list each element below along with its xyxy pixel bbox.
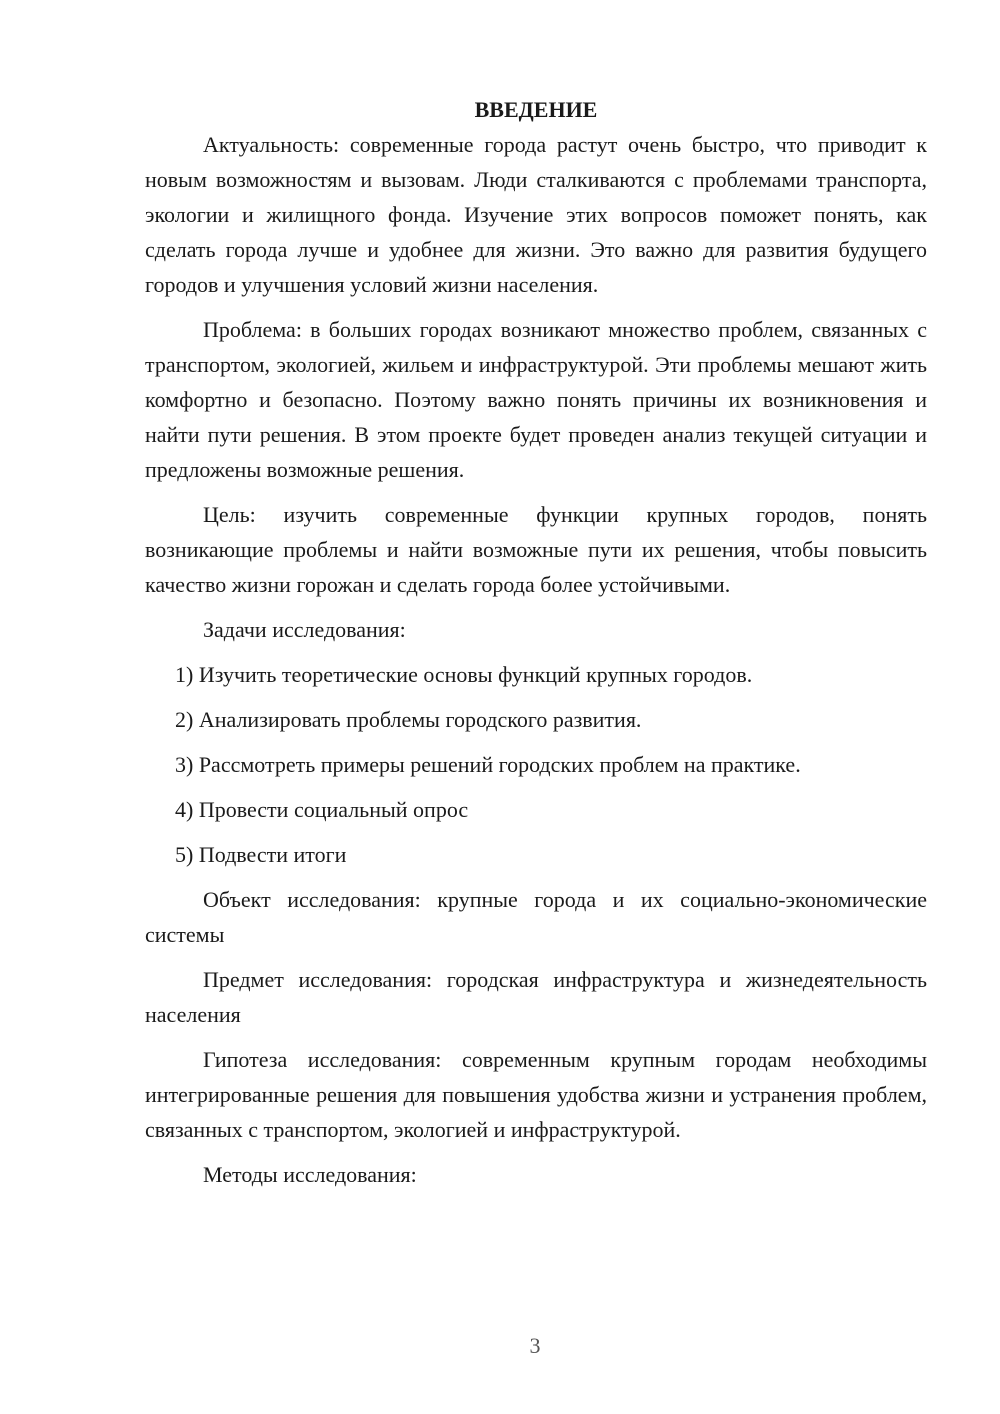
task-item-3: 3) Рассмотреть примеры решений городских проблем на практике. bbox=[175, 752, 801, 777]
task-item-1: 1) Изучить теоретические основы функций крупных городов. bbox=[175, 662, 753, 687]
section-title: ВВЕДЕНИЕ bbox=[474, 97, 598, 122]
paragraph-problem: Проблема: в больших городах возникают множество проблем, связанных с транспортом, экологией, жильем и инфраструктурой. Эти проблемы мешают жить комфортно и безопасно. Поэтому важно понять причины их возникновения и найти пути решения. В этом проекте будет проведен анализ текущей ситуации и предложены возможные решения. bbox=[145, 317, 927, 482]
task-item-2: 2) Анализировать проблемы городского развития. bbox=[175, 707, 642, 732]
tasks-heading: Задачи исследования: bbox=[203, 617, 406, 642]
paragraph-object: Объект исследования: крупные города и их социально-экономические системы bbox=[145, 887, 927, 947]
page-number: 3 bbox=[529, 1333, 541, 1358]
paragraph-subject: Предмет исследования: городская инфраструктура и жизнедеятельность населения bbox=[145, 967, 927, 1027]
task-item-4: 4) Провести социальный опрос bbox=[175, 797, 469, 822]
paragraph-relevance: Актуальность: современные города растут очень быстро, что приводит к новым возможностям и вызовам. Люди сталкиваются с проблемами транспорта, экологии и жилищного фонда. Изучение этих вопросов поможет понять, как сделать города лучше и удобнее для жизни. Это важно для развития будущего городов и улучшения условий жизни населения. bbox=[145, 132, 927, 297]
document-page bbox=[145, 92, 927, 1202]
paragraph-goal: Цель: изучить современные функции крупных городов, понять возникающие проблемы и найти возможные пути их решения, чтобы повысить качество жизни горожан и сделать города более устойчивыми. bbox=[145, 502, 927, 597]
methods-heading: Методы исследования: bbox=[203, 1162, 417, 1187]
task-item-5: 5) Подвести итоги bbox=[175, 842, 347, 867]
paragraph-hypothesis: Гипотеза исследования: современным крупным городам необходимы интегрированные решения для повышения удобства жизни и устранения проблем, связанных с транспортом, экологией и инфраструктурой. bbox=[145, 1047, 927, 1142]
